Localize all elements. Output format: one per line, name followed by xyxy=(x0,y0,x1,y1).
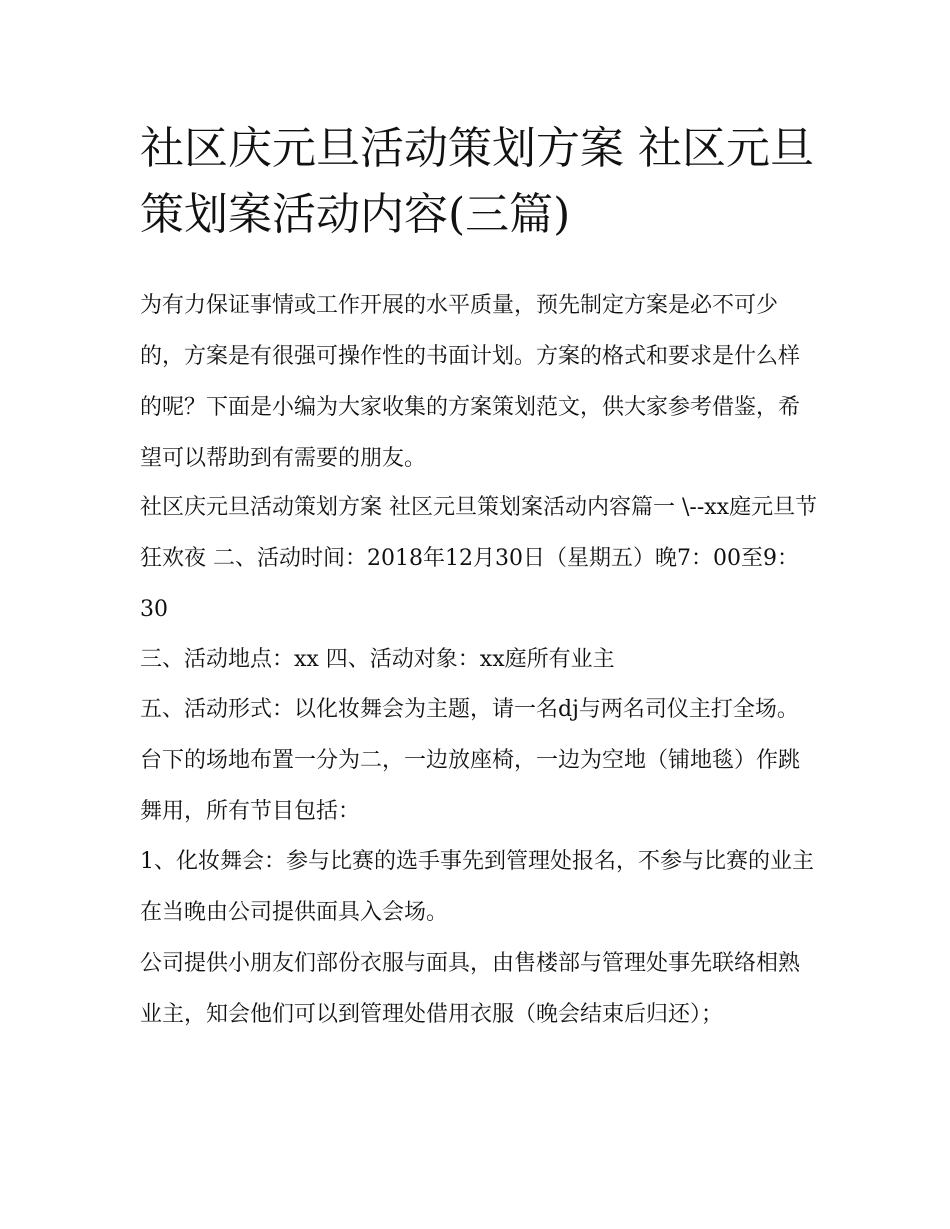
activity-theme-time-paragraph: 社区庆元旦活动策划方案 社区元旦策划案活动内容篇一 \--xx庭元旦节狂欢夜 二、活动时间：2018年12月30日（星期五）晚7：00至9：30 xyxy=(140,495,818,622)
costume-lending-paragraph: 公司提供小朋友们部份衣服与面具，由售楼部与管理处事先联络相熟业主，知会他们可以到管理处借用衣服（晚会结束后归还）； xyxy=(140,951,801,1027)
activity-location-target-paragraph: 三、活动地点：xx 四、活动对象：xx庭所有业主 xyxy=(140,647,615,672)
intro-paragraph: 为有力保证事情或工作开展的水平质量，预先制定方案是必不可少的，方案是有很强可操作性的书面计划。方案的格式和要求是什么样的呢？下面是小编为大家收集的方案策划范文，供大家参考借鉴，希望可以帮助到有需要的朋友。 xyxy=(140,293,801,471)
costume-dance-paragraph: 1、化妆舞会：参与比赛的选手事先到管理处报名，不参与比赛的业主在当晚由公司提供面具入会场。 xyxy=(140,849,814,925)
activity-format-paragraph: 五、活动形式：以化妆舞会为主题，请一名dj与两名司仪主打全场。台下的场地布置一分为二，一边放座椅，一边为空地（铺地毯）作跳舞用，所有节目包括： xyxy=(140,697,801,824)
document-title: 社区庆元旦活动策划方案 社区元旦策划案活动内容(三篇) xyxy=(140,123,814,240)
